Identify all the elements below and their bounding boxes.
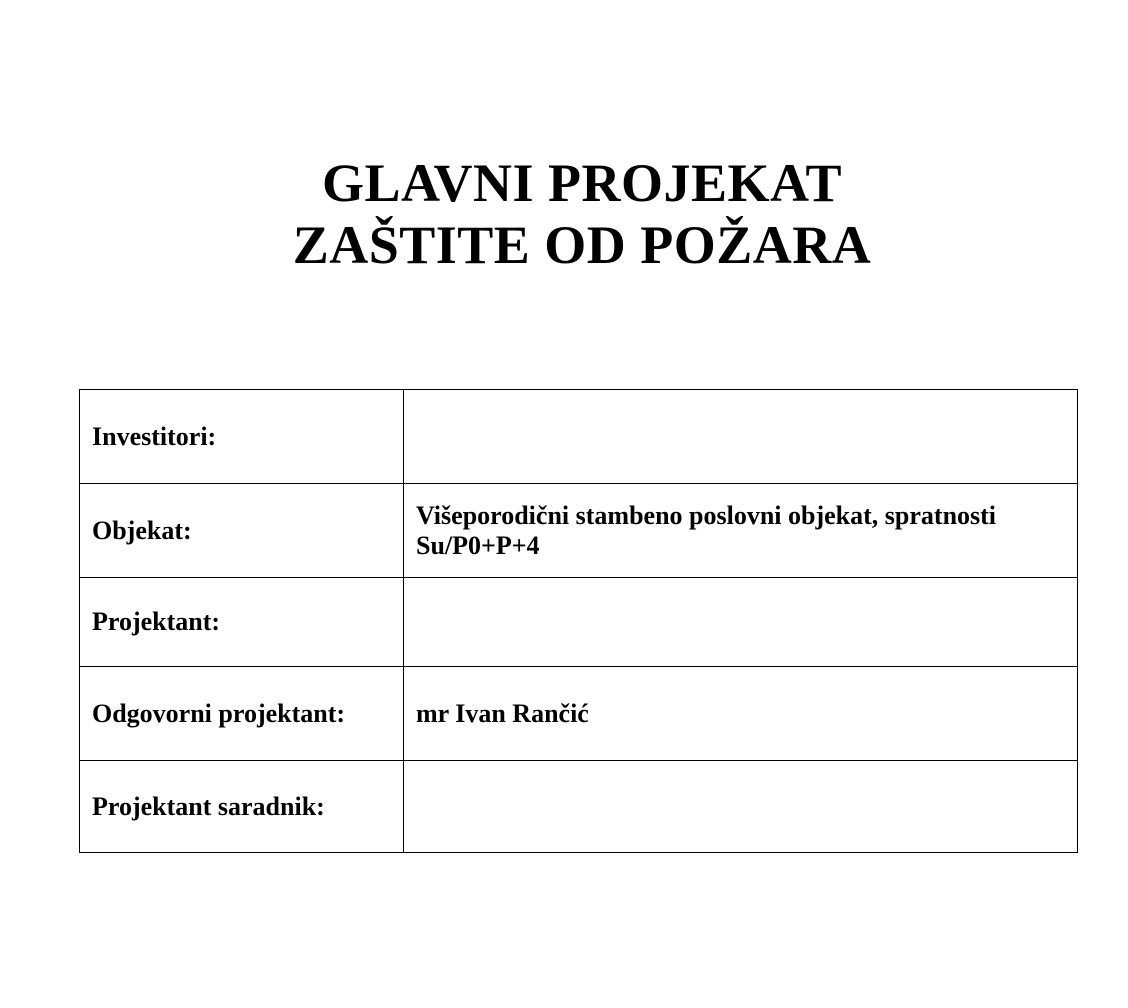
row-value [404, 761, 1078, 853]
row-label: Projektant: [80, 578, 404, 667]
document-title [0, 152, 1128, 276]
row-value: Višeporodični stambeno poslovni objekat, spratnosti Su/P0+P+4 [404, 484, 1078, 578]
row-label: Odgovorni projektant: [80, 667, 404, 761]
table-row-objekat [80, 484, 1078, 578]
project-info-table [79, 389, 1078, 853]
row-value [404, 390, 1078, 484]
table-row-projektant-saradnik [80, 761, 1078, 853]
title-line-1: GLAVNI PROJEKAT [321, 153, 843, 213]
table-row-projektant [80, 578, 1078, 667]
table-row-investitori [80, 390, 1078, 484]
row-label: Objekat: [80, 484, 404, 578]
row-label: Investitori: [80, 390, 404, 484]
row-value: mr Ivan Rančić [404, 667, 1078, 761]
row-value [404, 578, 1078, 667]
title-line-2: ZAŠTITE OD POŽARA [292, 215, 872, 275]
row-label: Projektant saradnik: [80, 761, 404, 853]
table-row-odgovorni-projektant [80, 667, 1078, 761]
